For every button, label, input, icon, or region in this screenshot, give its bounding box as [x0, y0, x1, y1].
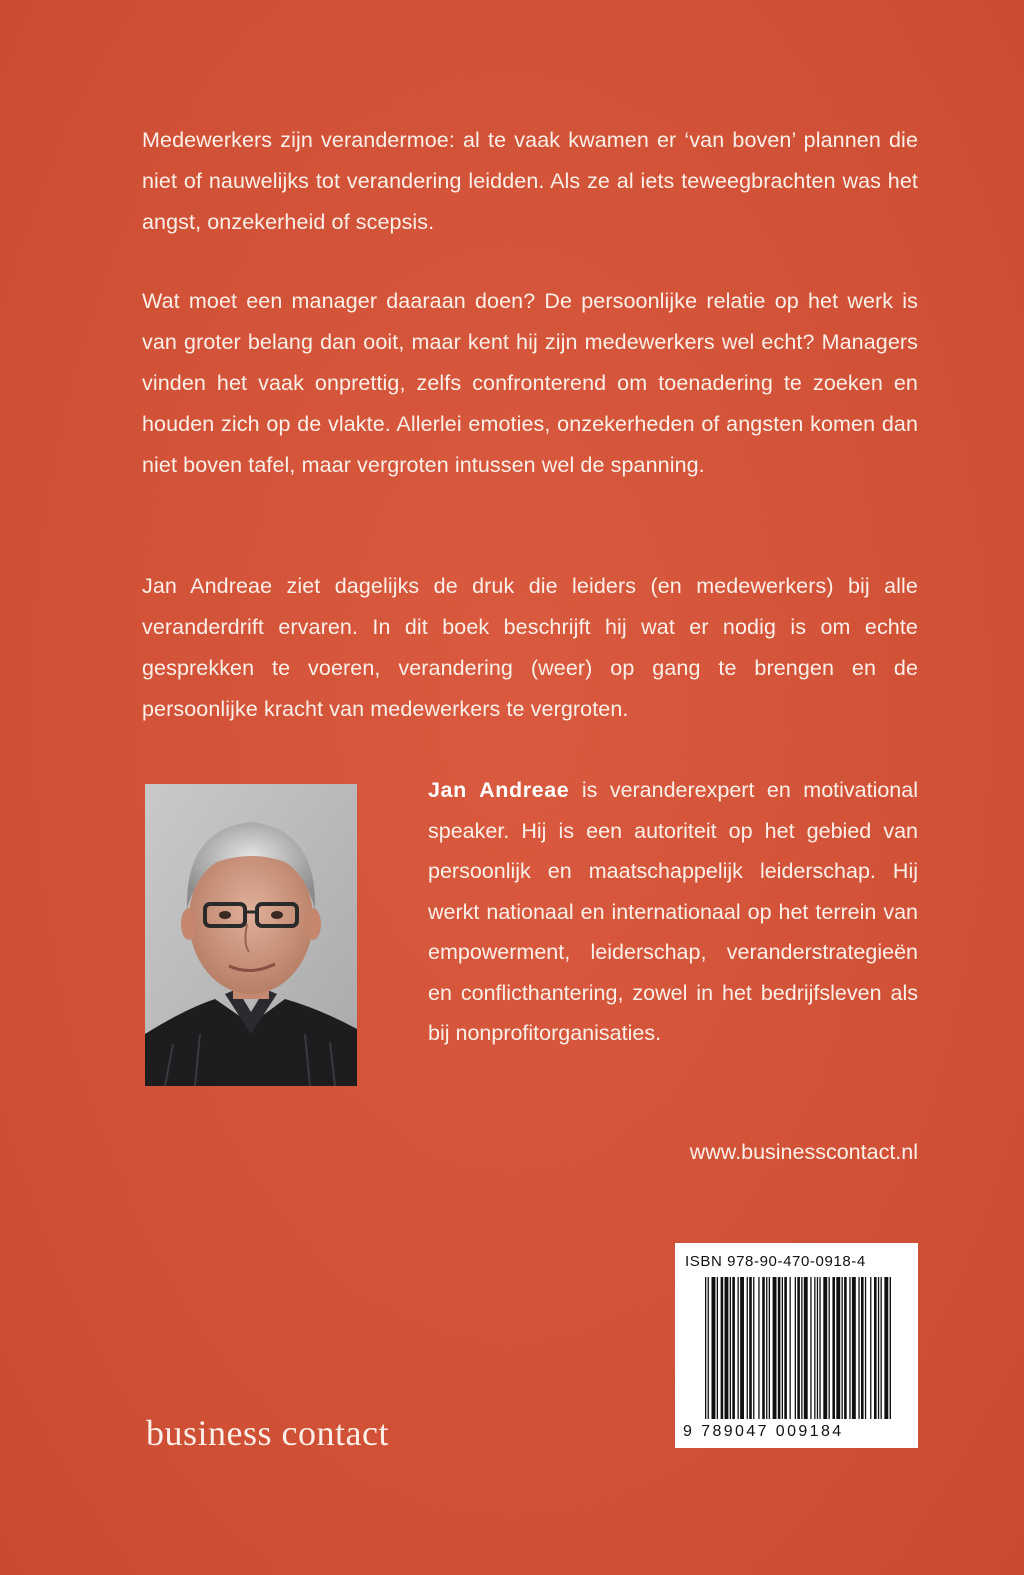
barcode-bar	[738, 1277, 739, 1419]
barcode-bar	[836, 1277, 840, 1419]
barcode-bar	[870, 1277, 871, 1419]
barcode-bar	[712, 1277, 716, 1419]
blurb-paragraph-3: Jan Andreae ziet dagelijks de druk die leiders (en medewerkers) bij alle veranderdrift ervaren. In dit boek beschrijft hij wat er nodig is om echte gesprekken te voeren, verandering (weer) op gang te brengen en de persoonlijke kracht van medewerkers te vergroten.	[142, 574, 918, 721]
barcode-bar	[823, 1277, 827, 1419]
barcode-bar	[730, 1277, 731, 1419]
barcode-bar	[773, 1277, 777, 1419]
barcode-bar	[778, 1277, 781, 1419]
barcode-bar	[705, 1277, 706, 1419]
barcode-bar	[829, 1277, 830, 1419]
barcode-bar	[740, 1277, 744, 1419]
barcode-bar	[849, 1277, 850, 1419]
barcode-bar	[810, 1277, 811, 1419]
barcode-bar	[753, 1277, 754, 1419]
barcode-bar	[766, 1277, 767, 1419]
barcode-bar	[874, 1277, 877, 1419]
barcode-bar	[884, 1277, 888, 1419]
barcode-bar	[717, 1277, 718, 1419]
author-bio-text: is veranderexpert en motivational speaker. Hij is een autoriteit op het gebied van persoonlijk en maatschappelijk leiderschap. Hij werkt nationaal en internationaal op het terrein van empowerment, leiderschap, veranderstrategieën en conflicthantering, zowel in het bedrijfsleven als bij nonprofitorganisaties.	[428, 778, 919, 1045]
barcode-bar	[721, 1277, 724, 1419]
barcode-bar	[858, 1277, 859, 1419]
barcode-bars	[705, 1277, 891, 1419]
barcode-bar	[708, 1277, 709, 1419]
barcode-bar	[782, 1277, 783, 1419]
barcode-bar	[865, 1277, 866, 1419]
barcode-bar	[732, 1277, 735, 1419]
barcode-bar	[852, 1277, 856, 1419]
barcode-bar	[795, 1277, 796, 1419]
barcode-bar	[881, 1277, 882, 1419]
barcode	[675, 1243, 918, 1448]
barcode-bar	[758, 1277, 759, 1419]
barcode-bar	[749, 1277, 752, 1419]
barcode-bar	[804, 1277, 808, 1419]
barcode-bar	[797, 1277, 800, 1419]
author-name: Jan Andreae	[428, 778, 570, 802]
publisher-logo: business contact	[146, 1413, 389, 1453]
blurb-paragraph-2: Wat moet een manager daaraan doen? De persoonlijke relatie op het werk is van groter belang dan ooit, maar kent hij zijn medewerkers wel echt? Managers vinden het vaak onprettig, zelfs confronterend om toenadering te zoeken en houden zich op de vlakte. Allerlei emoties, onzekerheden of angsten komen dan niet boven tafel, maar vergroten intussen wel de spanning.	[142, 289, 918, 477]
barcode-bar	[878, 1277, 879, 1419]
barcode-bar	[814, 1277, 815, 1419]
blurb-paragraph-1: Medewerkers zijn verandermoe: al te vaak kwamen er ‘van boven’ plannen die niet of nauwelijks tot verandering leidden. Als ze al iets teweegbrachten was het angst, onzekerheid of scepsis.	[142, 128, 918, 234]
barcode-bar	[725, 1277, 729, 1419]
barcode-bar	[801, 1277, 802, 1419]
author-bio	[428, 770, 918, 1054]
isbn-label: ISBN 978-90-470-0918-4	[685, 1253, 866, 1270]
barcode-bar	[842, 1277, 843, 1419]
barcode-digits: 9 789047 009184	[683, 1423, 844, 1440]
barcode-bar	[819, 1277, 820, 1419]
author-photo	[145, 784, 357, 1086]
barcode-bar	[832, 1277, 835, 1419]
barcode-bar	[890, 1277, 891, 1419]
barcode-bar	[747, 1277, 748, 1419]
barcode-bar	[784, 1277, 787, 1419]
publisher-website[interactable]: www.businesscontact.nl	[689, 1140, 918, 1164]
barcode-bar	[817, 1277, 818, 1419]
barcode-bar	[762, 1277, 765, 1419]
barcode-bar	[861, 1277, 864, 1419]
barcode-bar	[844, 1277, 847, 1419]
barcode-bar	[790, 1277, 791, 1419]
barcode-bar	[769, 1277, 770, 1419]
